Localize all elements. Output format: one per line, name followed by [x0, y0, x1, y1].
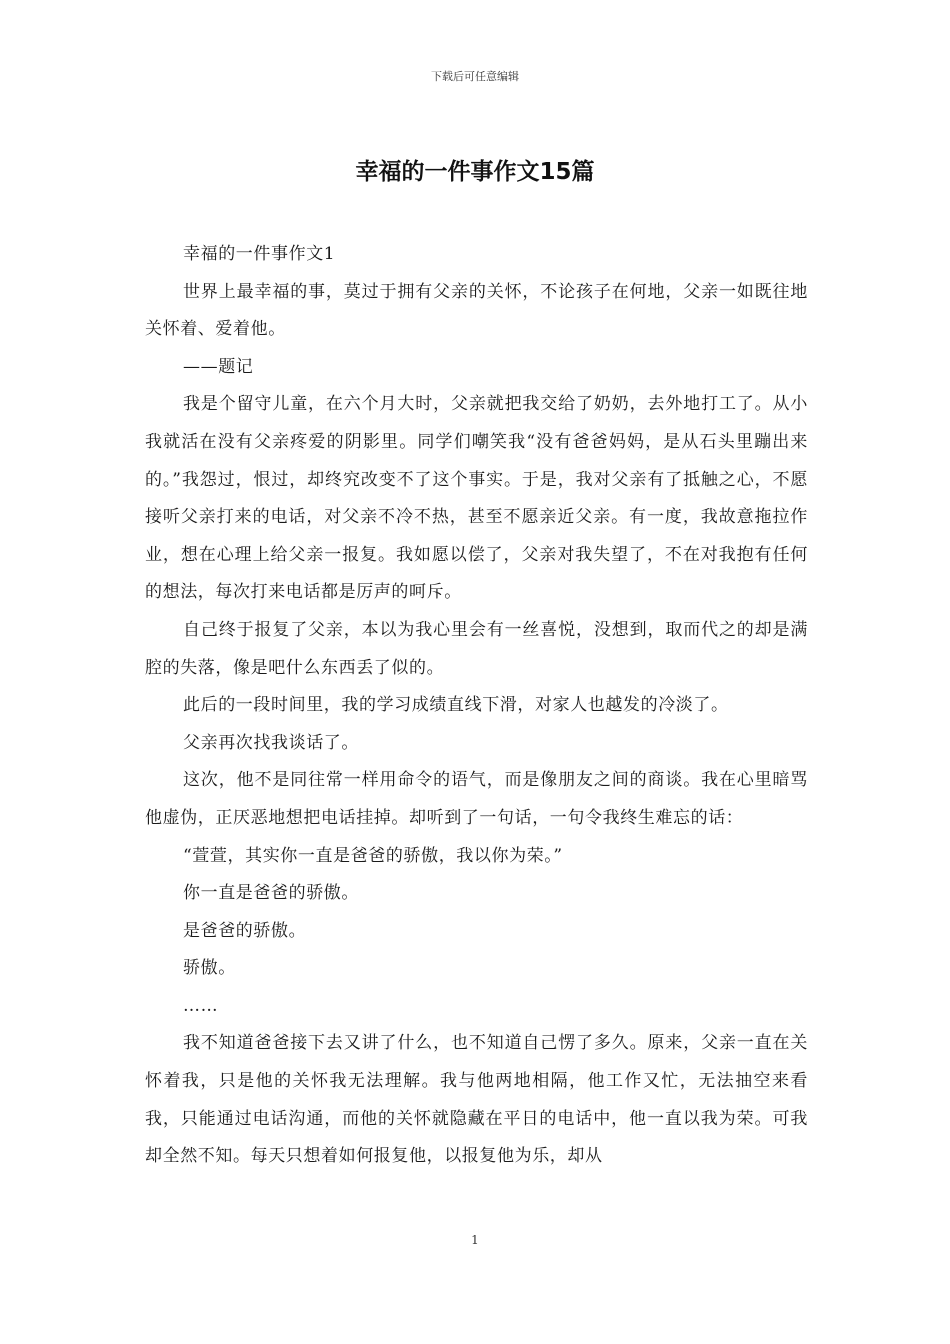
epigraph-label: ——题记 — [183, 356, 254, 377]
document-title: 幸福的一件事作文15篇 — [355, 159, 595, 185]
paragraph: 我是个留守儿童，在六个月大时，父亲就把我交给了奶奶，去外地打工了。从小我就活在没有父亲疼爱的阴影里。同学们嘲笑我“没有爸爸妈妈，是从石头里蹦出来的。”我怨过，恨过，却终究改变不了这个事实。于是，我对父亲有了抵触之心，不愿接听父亲打来的电话，对父亲不冷不热，甚至不愿亲近父亲。有一度，我故意拖拉作业，想在心理上给父亲一报复。我如愿以偿了，父亲对我失望了，不在对我抱有任何的想法，每次打来电话都是厉声的呵斥。 — [145, 394, 808, 603]
essay-heading: 幸福的一件事作文1 — [183, 244, 336, 264]
header-note: 下载后可任意编辑 — [431, 70, 519, 83]
paragraph: 你一直是爸爸的骄傲。 — [183, 883, 359, 904]
quote-paragraph: “萱萱，其实你一直是爸爸的骄傲，我以你为荣。” — [183, 845, 563, 866]
page-number: 1 — [471, 1233, 479, 1247]
paragraph: 此后的一段时间里，我的学习成绩直线下滑，对家人也越发的冷淡了。 — [183, 695, 729, 716]
paragraph: 是爸爸的骄傲。 — [183, 920, 307, 941]
document-body — [145, 236, 808, 1176]
paragraph: 这次，他不是同往常一样用命令的语气，而是像朋友之间的商谈。我在心里暗骂他虚伪，正厌恶地想把电话挂掉。却听到了一句话，一句令我终生难忘的话： — [145, 770, 808, 828]
paragraph: 自己终于报复了父亲，本以为我心里会有一丝喜悦，没想到，取而代之的却是满腔的失落，像是吧什么东西丢了似的。 — [145, 619, 808, 678]
paragraph: 世界上最幸福的事，莫过于拥有父亲的关怀，不论孩子在何地，父亲一如既往地关怀着、爱着他。 — [145, 281, 808, 340]
paragraph: 骄傲。 — [183, 958, 236, 979]
paragraph: 父亲再次找我谈话了。 — [183, 732, 359, 753]
ellipsis-line: …… — [183, 995, 219, 1016]
paragraph: 我不知道爸爸接下去又讲了什么，也不知道自己愣了多久。原来，父亲一直在关怀着我，只是他的关怀我无法理解。我与他两地相隔，他工作又忙，无法抽空来看我，只能通过电话沟通，而他的关怀就隐藏在平日的电话中，他一直以我为荣。可我却全然不知。每天只想着如何报复他，以报复他为乐，却从 — [145, 1033, 808, 1167]
